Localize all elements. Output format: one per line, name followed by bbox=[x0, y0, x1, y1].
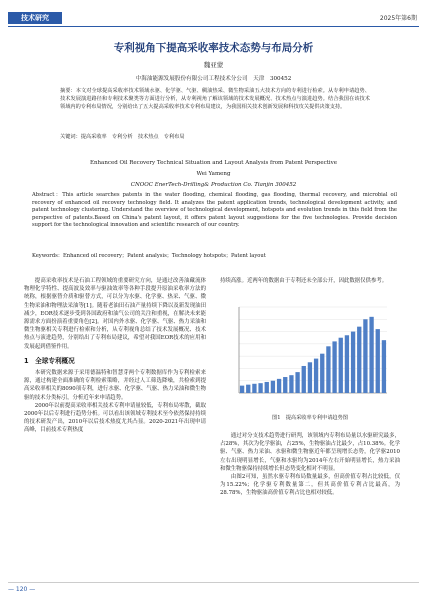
abstract-zh: 摘要：本文对全球提高采收率技术领域水驱、化学驱、气驱、稠油热采、微生物采油五大技术方向的专利进行检索。从专利申请趋势、技术发展演进路径和专利技术聚类等方面进行分析，从专利视角了解该领域的技术发展概况、技术热点与演进趋势。结合我国在该技术领域内的专利布局情况，分别给出了五大提高采收率技术专利布局建议，为我国相关技术创新发展和科技攻关提供决策支持。 bbox=[60, 88, 370, 110]
bar-2023 bbox=[382, 340, 386, 393]
journal-header bbox=[0, 0, 427, 30]
bar-2002 bbox=[252, 384, 256, 393]
body-column-right-top bbox=[220, 277, 400, 285]
footer-rule bbox=[8, 582, 419, 583]
section1-paragraph-2: 2000年以前提高采收率相关技术专利申请量较低，专利布局零散，截取2000年以后专利进行趋势分析。可以看出该领域专利技术至今依然保持持续的技术研发产出，2010年以后技术热度尤其凸显。2020-2021年出现申请高峰，目前技术专利热度 bbox=[24, 402, 206, 434]
issue-label: 2025年第6期 bbox=[379, 15, 417, 22]
author-name: 魏亚蒙 bbox=[203, 61, 224, 69]
bar-2013 bbox=[320, 354, 324, 393]
bar-2006 bbox=[277, 379, 281, 393]
bar-2009 bbox=[295, 372, 299, 393]
bar-2019 bbox=[357, 327, 361, 393]
keywords-en: Keywords：Enhanced oil recovery；Patent analysis；Technology hotspots；Patent layout bbox=[32, 253, 266, 259]
continued-paragraph: 持续高涨。近两年的数据由于专利还未全部公开，因此数据仅供参考。 bbox=[220, 278, 388, 284]
page-number: — 120 — bbox=[8, 586, 36, 593]
bar-2007 bbox=[283, 377, 287, 393]
bar-2016 bbox=[339, 338, 343, 393]
keywords-zh: 关键词：提高采收率 专利分析 技术热点 专利布局 bbox=[60, 134, 185, 140]
bar-2005 bbox=[271, 381, 275, 393]
bar-2001 bbox=[246, 385, 250, 393]
body-column-left bbox=[24, 277, 206, 435]
bar-2008 bbox=[289, 375, 293, 393]
bar-2021 bbox=[369, 317, 373, 393]
article-title: 专利视角下提高采收率技术态势与布局分析 bbox=[113, 42, 314, 54]
section1-paragraph-3: 通过对分支技术趋势进行研判，该领域内专利布局量以水驱研究最多，占28%，其次为化学驱油，占25%，生物驱油占比最少，占10.38%。化学驱、气驱、热力采油、水驱和微生物驱近年都呈现增长态势，化学驱2010左右出现明显增长，气驱和水驱均为2014年左右开始明显增长，热力采油和微生物驱保持持续增长但态势变化相对不明显。 bbox=[220, 433, 400, 472]
bar-2018 bbox=[351, 332, 355, 393]
figure-caption: 图1 提高采收率专利申请趋势图 bbox=[272, 415, 348, 421]
bar-2004 bbox=[265, 382, 269, 393]
intro-paragraph: 提高采收率技术是石油工程领域的重要研究方向，是通过改善油藏流体物理化学特性、提高波及效率与驱油效率等各种手段提升原油采收率方法的统称，根据驱替介质和驱替方式，可以分为水驱、化学驱、热采、气驱、微生物采油和物理法采油等[1]。随着老油田石油产量持续下降以及新发现油田减少，EOR技术逐步受到各国政府和油气公司的关注和重视，在解决未来能源需求方面扮演着重要角色[2]。对国内外水驱、化学驱、气驱、热力采油和微生物驱相关专利进行检索和分析，从专利视角总结了技术发展概况、技术热点与演进趋势，分别给出了专利布局建议，希望对我国EOR技术的应用和发展起到借鉴作用。 bbox=[24, 278, 206, 350]
section-heading: 1 全球专利概况 bbox=[24, 356, 75, 365]
abstract-en: Abstract：This article searches patents in the water flooding, chemical flooding, gas flooding, thermal recovery, and microbial oil recovery of enhanced oil recovery technology field. It analyzes the patent application trends, technological development activity, and patent technology clustering. Understand the overview of technological development, hotspots and evolution trends in this field from the perspective of patents.Based on China's patent layout, it offers patent layout suggestions for the five technologies. Provide decision support for the technological innovation and scientific research of our country. bbox=[32, 192, 397, 229]
section-tag: 技术研究 bbox=[8, 12, 62, 24]
bar-2015 bbox=[332, 341, 336, 393]
patent-trend-chart bbox=[223, 301, 393, 411]
section1-paragraph-4: 由图2可知，虽然水驱专利布局数量最多，但高价值专利占比较低，仅为15.22%；化学驱专利数量第二，但其高价值专利占比最高，为28.78%，生物驱油高价值专利占比也相对较低。 bbox=[220, 474, 400, 497]
bar-2020 bbox=[363, 319, 367, 393]
bar-2012 bbox=[314, 359, 318, 393]
bar-2000 bbox=[240, 386, 244, 393]
bar-2022 bbox=[376, 329, 380, 393]
bar-2017 bbox=[345, 335, 349, 393]
author-name-en: Wei Yameng bbox=[196, 171, 231, 177]
section1-paragraph-1: 本研究数据来源于采用德温特和智慧芽两个专利数据库作为专利检索来源，通过构建全面准确的专利检索策略，并经过人工筛选降噪，共检索到提高采收率相关的8090项专利，进行水驱、化学驱、气驱、热力采油和微生物驱的技术分类标引，分析近年来申请趋势。 bbox=[24, 370, 206, 401]
author-affiliation-en: CNOOC EnerTech-Drilling& Production Co. Tianjin 300452 bbox=[130, 182, 297, 188]
body-column-right-bottom bbox=[220, 432, 400, 498]
bar-2003 bbox=[258, 383, 262, 393]
bar-2014 bbox=[326, 346, 330, 393]
author-affiliation: 中海油能源发展股份有限公司工程技术分公司 天津 300452 bbox=[135, 76, 292, 82]
bar-2011 bbox=[308, 362, 312, 393]
header-rule bbox=[8, 26, 419, 27]
bar-2010 bbox=[302, 366, 306, 393]
article-title-en: Enhanced Oil Recovery Technical Situation and Layout Analysis from Patent Perspective bbox=[89, 160, 338, 166]
